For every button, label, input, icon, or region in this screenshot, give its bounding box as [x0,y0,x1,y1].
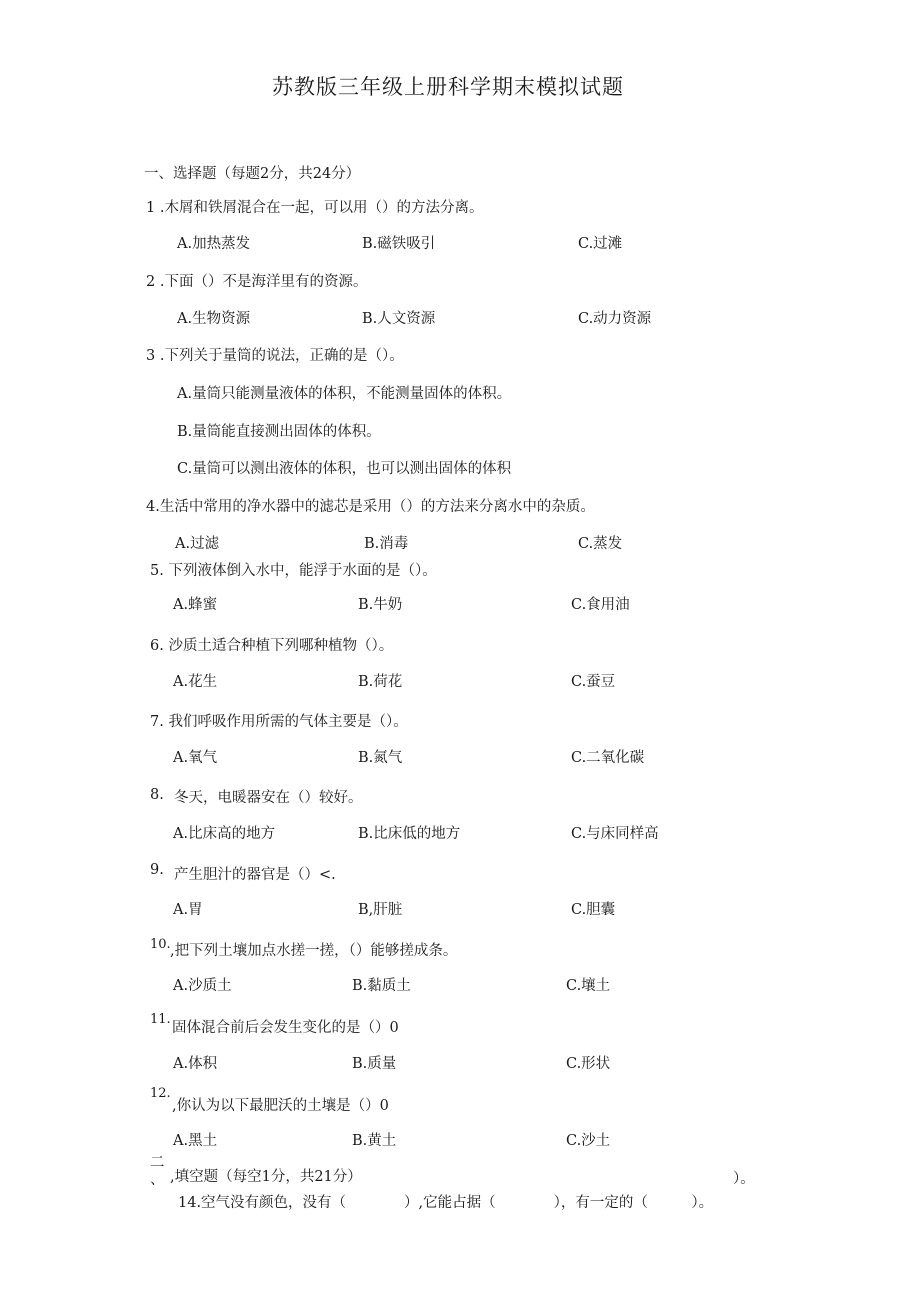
stray-text: ）。 [733,1171,755,1187]
section-marker: 、 [150,1172,165,1188]
question: 6. 沙质土适合种植下列哪种植物（）。 [150,638,394,654]
option-a: A.比床高的地方 [173,826,276,842]
option-b: B.氮气 [358,750,403,766]
option-c: C.过滩 [578,236,623,252]
option-a: A.花生 [173,674,218,690]
option-c: C.蒸发 [578,536,623,552]
option-b: B.消毒 [364,536,409,552]
option-b: B.比床低的地方 [358,826,461,842]
option-a: A.量筒只能测量液体的体积，不能测量固体的体积。 [177,386,512,402]
section-heading: ,填空题（每空1分，共21分） [170,1169,362,1185]
option-b: B.黄土 [352,1133,397,1149]
option-a: A.黑土 [173,1133,218,1149]
question: 2 .下面（）不是海洋里有的资源。 [146,274,368,290]
option-c: C.胆囊 [571,902,616,918]
question-number: 11. [150,1012,171,1027]
option-c: C.沙土 [566,1133,611,1149]
question: ,你认为以下最肥沃的土壤是（）0 [172,1098,389,1114]
option-b: B.质量 [352,1056,397,1072]
question: 冬天，电暖器安在（）较好。 [174,790,363,806]
question: 7. 我们呼吸作用所需的气体主要是（）。 [150,714,408,730]
option-a: A.生物资源 [177,311,251,327]
option-c: C.形状 [566,1056,611,1072]
question: 4.生活中常用的净水器中的滤芯是采用（）的方法来分离水中的杂质。 [146,499,595,515]
option-b: B.牛奶 [358,597,403,613]
page-title: 苏教版三年级上册科学期末模拟试题 [272,75,624,99]
option-a: A.沙质土 [173,978,232,994]
option-a: A.蜂蜜 [173,597,218,613]
question: ,把下列土壤加点水搓一搓，（）能够搓成条。 [170,943,458,959]
option-b: B.黏质土 [352,978,411,994]
section-marker: 二 [150,1155,165,1171]
option-b: B,肝脏 [358,902,403,918]
question: 产生胆汁的器官是（）<. [174,867,336,883]
question: 5. 下列液体倒入水中，能浮于水面的是（）。 [150,563,437,579]
option-c: C.动力资源 [578,311,652,327]
option-a: A.加热蒸发 [177,236,251,252]
option-a: A.过滤 [175,536,220,552]
option-a: A.胃 [173,902,203,918]
option-b: B.荷花 [358,674,403,690]
option-c: C.食用油 [571,597,630,613]
option-b: B.量筒能直接测出固体的体积。 [177,424,381,440]
option-b: B.人文资源 [362,311,436,327]
option-c: C.量筒可以测出液体的体积，也可以测出固体的体积 [177,461,512,477]
question-number: 12. [150,1086,171,1101]
question-number: 9. [150,862,164,878]
option-c: C.与床同样高 [571,826,659,842]
question: 1 .木屑和铁屑混合在一起，可以用（）的方法分离。 [146,200,484,216]
question-number: 8. [150,787,164,803]
option-c: C.蚕豆 [571,674,616,690]
option-b: B.磁铁吸引 [362,236,436,252]
option-c: C.二氧化碳 [571,750,645,766]
fill-blank-question: 14.空气没有颜色，没有（ ）,它能占据（ ），有一定的（ ）。 [178,1195,714,1211]
option-a: A.氧气 [173,750,218,766]
question: 3 .下列关于量筒的说法，正确的是（）。 [146,348,404,364]
question: 固体混合前后会发生变化的是（）0 [172,1020,399,1036]
question-number: 10. [150,937,171,952]
option-a: A.体积 [173,1056,218,1072]
option-c: C.壤土 [566,978,611,994]
section-heading: 一、选择题（每题2分，共24分） [144,166,361,182]
